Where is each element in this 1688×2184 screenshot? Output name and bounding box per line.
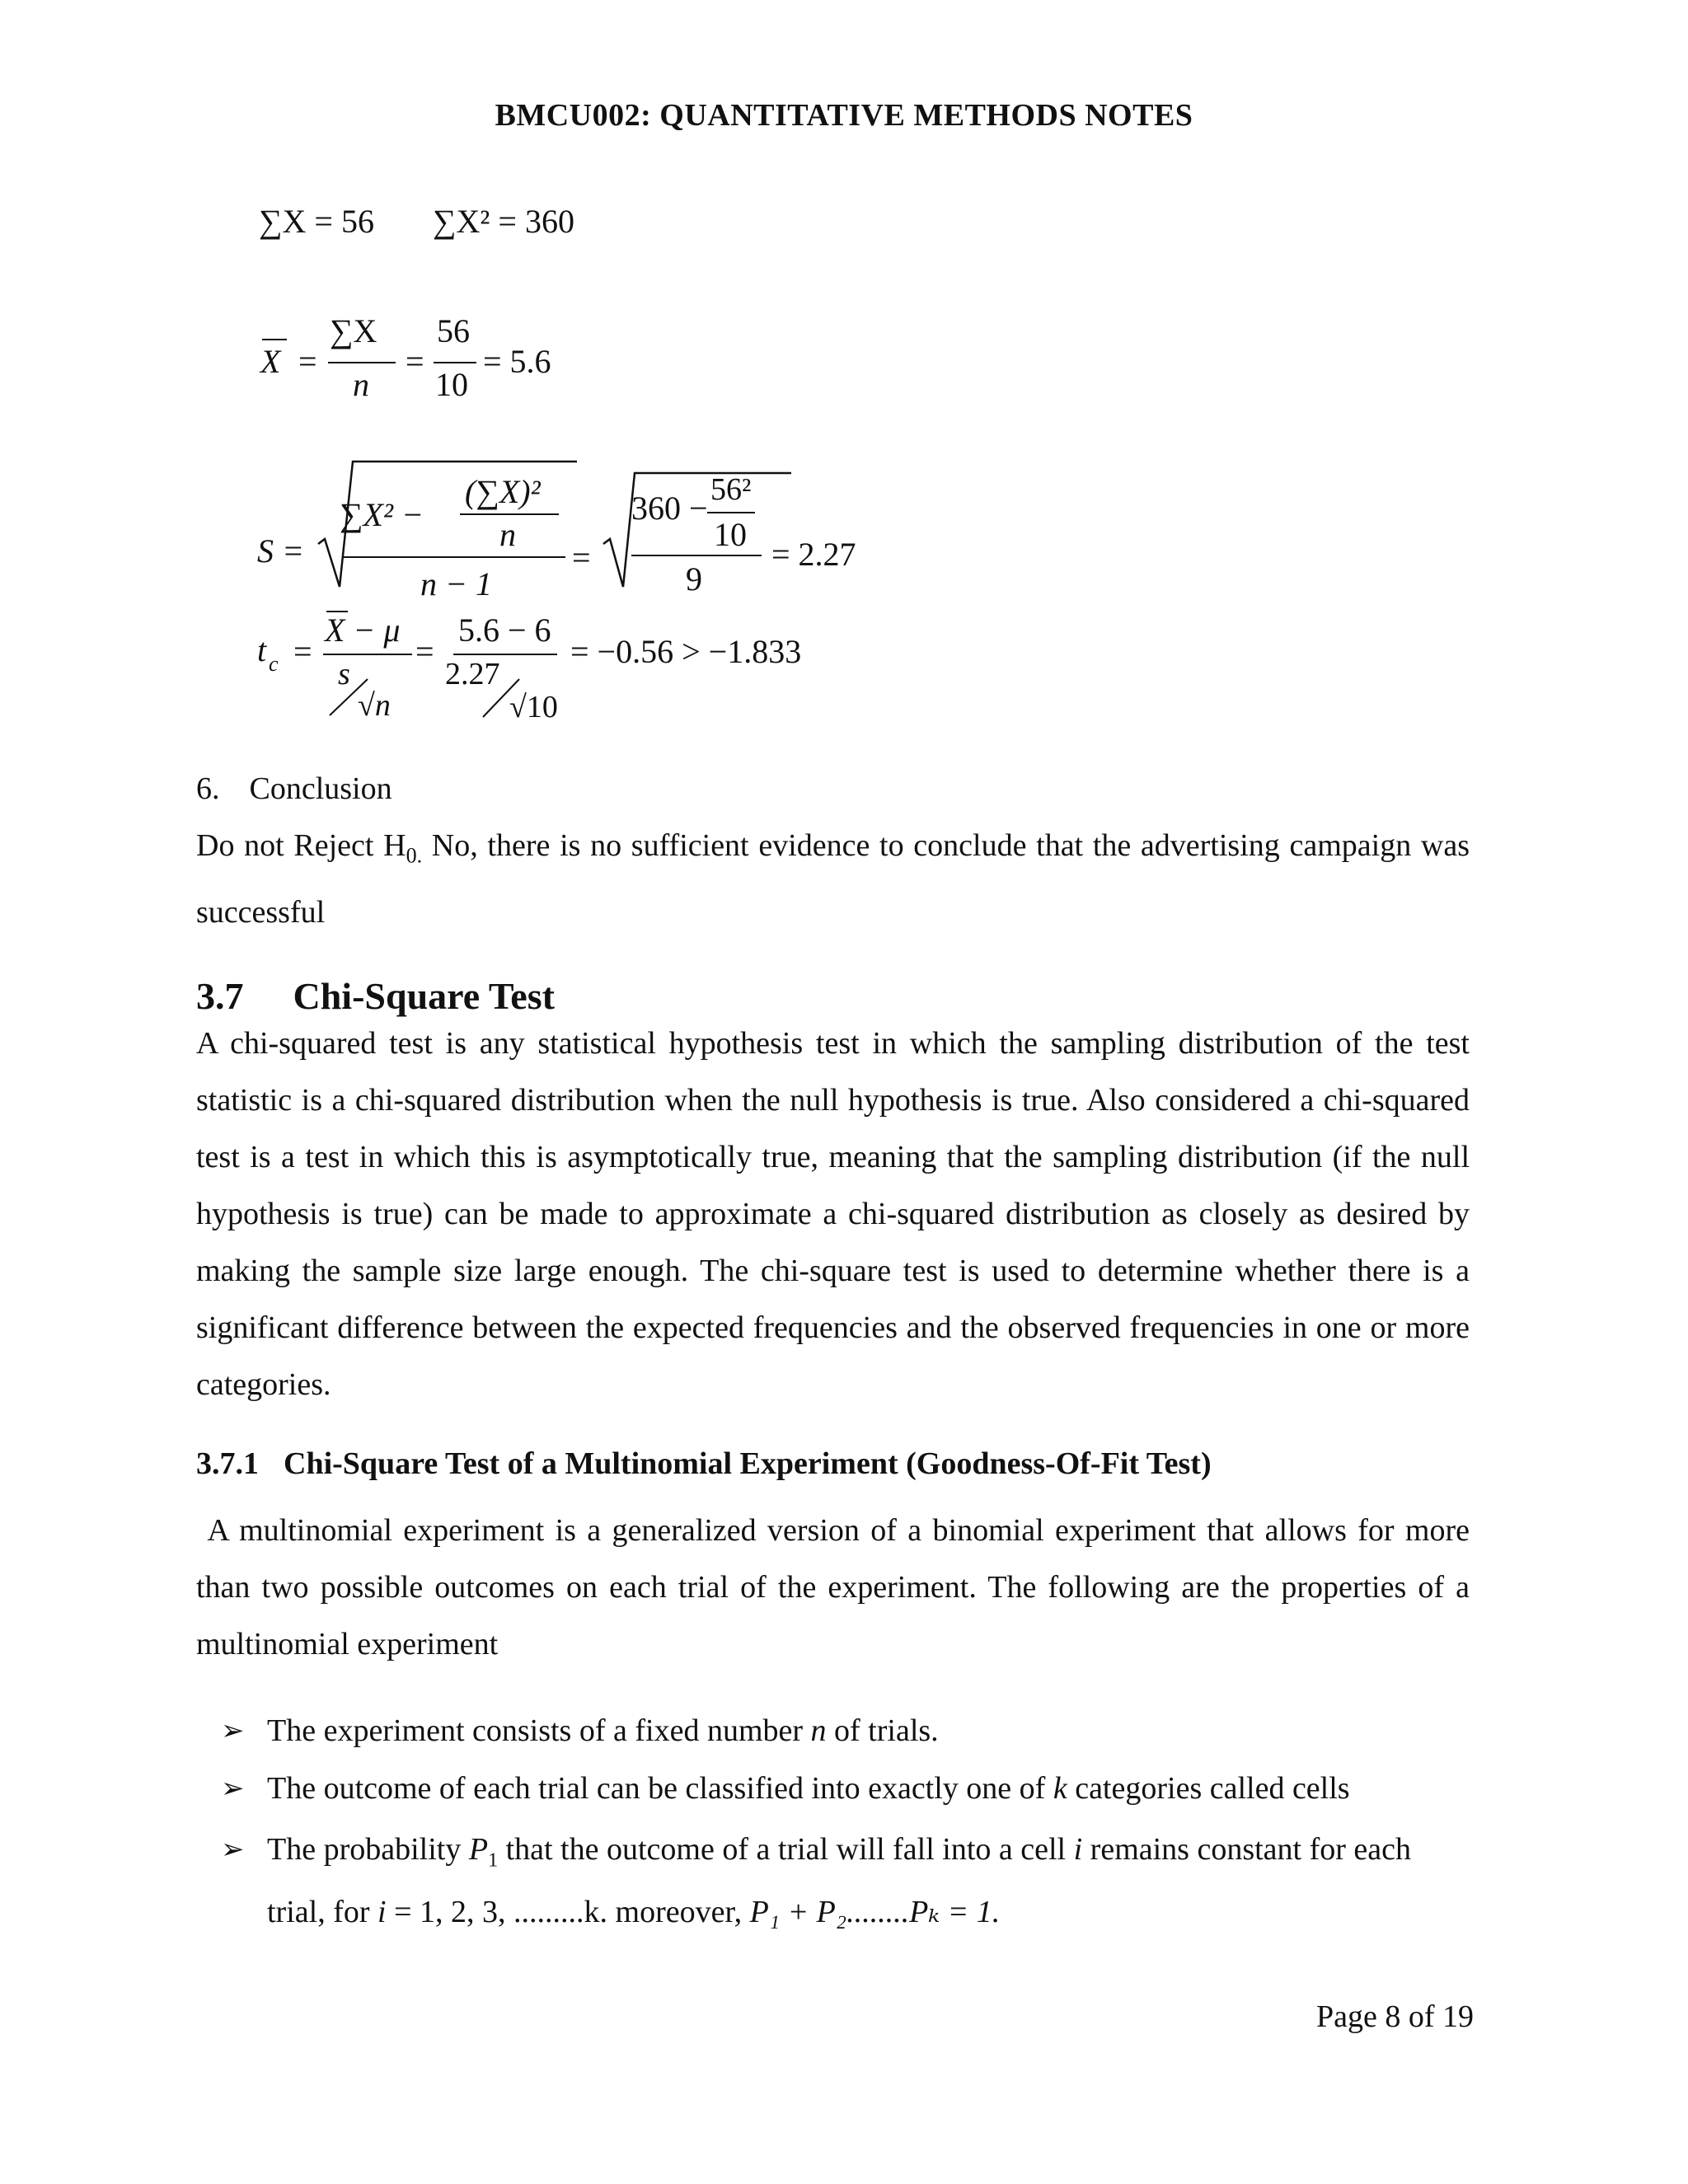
bullet-item-1 — [221, 1703, 1474, 1760]
std-lhs: S = — [257, 532, 304, 569]
bullet-2-text: The outcome of each trial can be classified into exactly one of k categories called cells — [267, 1771, 1350, 1806]
t-lhs: t — [257, 631, 267, 668]
mean-result: = 5.6 — [483, 343, 551, 380]
std-val-inner-num: 56² — [710, 472, 752, 507]
bullet-3-text: The probability $P_1$ that the outcome of a trial will fall into a cell i remains constant for each — [267, 1832, 1412, 1872]
sum-x2: ∑X² = 360 — [433, 203, 574, 240]
conclusion-heading — [196, 761, 1470, 818]
t-den-val-n: √10 — [509, 690, 558, 724]
arrow-bullet-icon: ➢ — [221, 1774, 245, 1804]
t-num: X − μ — [325, 612, 401, 649]
section-3-7-title — [196, 974, 555, 1018]
bullet-item-2 — [221, 1760, 1474, 1817]
t-num-val: 5.6 − 6 — [458, 612, 551, 649]
section-3-7-title-text: Chi-Square Test — [293, 975, 555, 1017]
std-num-part1: ∑X² − — [340, 496, 424, 533]
mean-num-val: 56 — [437, 312, 470, 349]
t-eq2: = — [415, 633, 434, 670]
section-3-7-1-paragraph: A multinomial experiment is a generalized version of a binomial experiment that allows for more than two possible outcomes on each trial of the experiment. The following are the properties of a multinomial experiment — [196, 1513, 1470, 1661]
section-3-7-paragraph: A chi-squared test is any statistical hypothesis test in which the sampling distribution of the test statistic is a chi-squared distribution when the null hypothesis is true. Also considered a chi-squared test is a test in which this is asymptotically true, meaning that the sampling distribution (if the null hypothesis is true) can be made to approximate a chi-squared distribution as closely as desired by making the sample size large enough. The chi-square test is used to determine whether there is a significant difference between the expected frequencies and the observed frequencies in one or more categories. — [196, 1026, 1470, 1402]
section-3-7-1-title-text: Chi-Square Test of a Multinomial Experiment (Goodness-Of-Fit Test) — [284, 1446, 1212, 1481]
section-3-7-1-title — [196, 1446, 1212, 1482]
t-lhs-sub: c — [269, 652, 279, 676]
sum-x: ∑X = 56 — [259, 203, 374, 240]
t-den-s: s — [338, 657, 350, 691]
mean-eq1: = — [298, 343, 317, 380]
t-eq1: = — [293, 633, 312, 670]
mean-lhs: X — [260, 343, 281, 380]
std-den: n − 1 — [420, 565, 492, 602]
conclusion-text-a: Do not Reject H — [196, 828, 406, 863]
conclusion-heading-text: Conclusion — [249, 771, 392, 806]
std-val-den: 9 — [686, 560, 702, 598]
std-val-inner-den: 10 — [714, 516, 747, 553]
t-den-val: 2.27 — [445, 657, 500, 691]
arrow-bullet-icon: ➢ — [221, 1716, 245, 1746]
conclusion-paragraph — [196, 818, 1470, 941]
page-number: Page 8 of 19 — [1315, 1999, 1474, 2034]
conclusion-text-sub: 0. — [406, 843, 423, 868]
mean-eq2: = — [406, 343, 424, 380]
bullet-item-3-continued — [267, 1884, 1470, 1941]
std-eq: = — [572, 539, 591, 576]
mean-den-val: 10 — [435, 366, 468, 403]
conclusion-text-b: No, there is no sufficient evidence to conclude that the advertising campaign was successful — [196, 828, 1470, 930]
std-val-num-a: 360 − — [631, 490, 708, 527]
equations-figure — [247, 190, 923, 733]
bullet-1-text: The experiment consists of a fixed number n of trials. — [267, 1713, 939, 1748]
t-result: = −0.56 > −1.833 — [570, 633, 802, 670]
std-inner-den: n — [499, 516, 516, 553]
std-inner-num: (∑X)² — [465, 473, 541, 510]
conclusion-number: 6. — [196, 771, 220, 806]
section-3-7-number: 3.7 — [196, 975, 244, 1017]
bullet-item-3 — [221, 1821, 1474, 1890]
arrow-bullet-icon: ➢ — [221, 1835, 245, 1865]
std-result: = 2.27 — [771, 536, 856, 573]
t-den-n: √n — [358, 688, 391, 723]
mean-num-sym: ∑X — [330, 312, 377, 349]
mean-den-sym: n — [353, 366, 369, 403]
page-header: BMCU002: QUANTITATIVE METHODS NOTES — [495, 98, 1193, 133]
section-3-7-1-number: 3.7.1 — [196, 1446, 259, 1481]
bullet-3-continued-text: trial, for i = 1, 2, 3, .........k. moreover, P₁ + P₂........Pₖ = 1. — [267, 1895, 1001, 1929]
probability-sum-formula: P₁ + P₂........Pₖ = 1. — [749, 1895, 1001, 1929]
